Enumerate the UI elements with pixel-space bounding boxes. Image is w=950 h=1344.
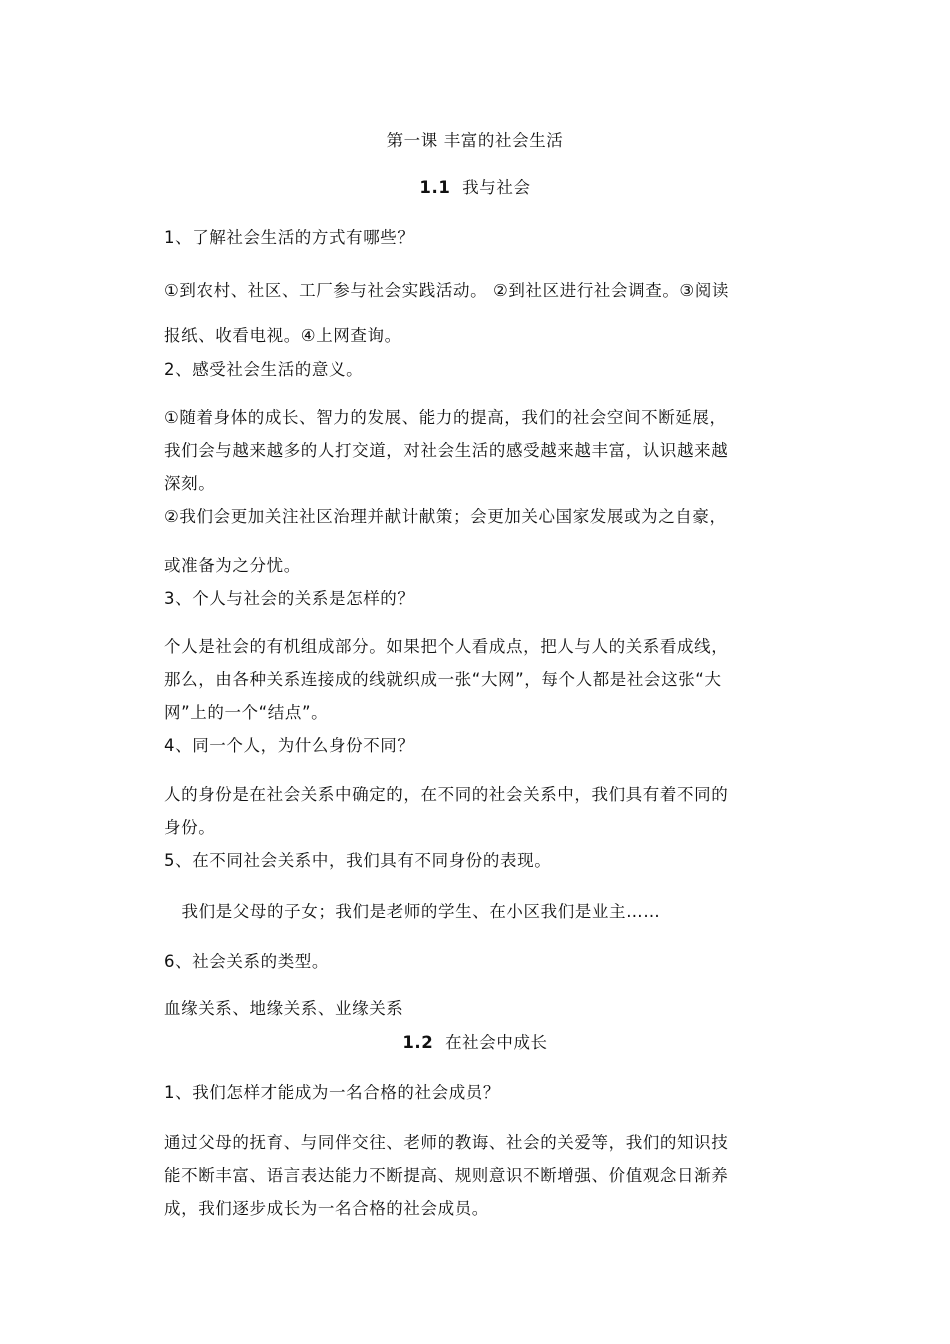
question-7 <box>164 1083 794 1103</box>
section-number: 1.1 <box>419 178 451 197</box>
answer-3-line-2: 那么，由各种关系连接成的线就织成一张“大网”，每个人都是社会这张“大 <box>164 670 722 689</box>
answer-5-line-1: 我们是父母的子女；我们是老师的学生、在小区我们是业主…… <box>164 902 661 921</box>
answer-2-line-5: 或准备为之分忧。 <box>164 556 301 575</box>
section-number: 1.2 <box>402 1033 434 1052</box>
answer-2-line-1: ①随着身体的成长、智力的发展、能力的提高，我们的社会空间不断延展， <box>164 408 727 427</box>
answer-7-line-1: 通过父母的抚育、与同伴交往、老师的教诲、社会的关爱等，我们的知识技 <box>164 1133 729 1152</box>
question-number: 1 <box>164 228 176 247</box>
section-heading-1-2 <box>0 1033 950 1053</box>
answer-1-line-1: ①到农村、社区、工厂参与社会实践活动。 ②到社区进行社会调查。③阅读 <box>164 281 730 300</box>
question-1 <box>164 228 794 248</box>
question-text: 、社会关系的类型。 <box>175 952 330 971</box>
answer-2-line-4: ②我们会更加关注社区治理并献计献策；会更加关心国家发展或为之自豪， <box>164 507 727 526</box>
question-text: 、我们怎样才能成为一名合格的社会成员？ <box>175 1083 501 1102</box>
question-5 <box>164 851 794 871</box>
question-number: 5 <box>164 851 176 870</box>
answer-7-line-2: 能不断丰富、语言表达能力不断提高、规则意识不断增强、价值观念日渐养 <box>164 1166 729 1185</box>
answer-1-line-2: 报纸、收看电视。④上网查询。 <box>164 326 402 345</box>
answer-2-line-3: 深刻。 <box>164 474 216 493</box>
question-text: 、同一个人，为什么身份不同？ <box>175 736 415 755</box>
question-text: 、在不同社会关系中，我们具有不同身份的表现。 <box>175 851 552 870</box>
question-2 <box>164 360 794 380</box>
answer-4-line-2: 身份。 <box>164 818 216 837</box>
answer-3-line-3: 网”上的一个“结点”。 <box>164 703 329 722</box>
question-number: 3 <box>164 589 176 608</box>
question-text: 、个人与社会的关系是怎样的？ <box>175 589 415 608</box>
section-title: 我与社会 <box>462 178 531 197</box>
section-title: 在社会中成长 <box>445 1033 548 1052</box>
answer-2-line-2: 我们会与越来越多的人打交道，对社会生活的感受越来越丰富，认识越来越 <box>164 441 729 460</box>
question-number: 2 <box>164 360 176 379</box>
question-number: 6 <box>164 952 176 971</box>
question-text: 、感受社会生活的意义。 <box>175 360 364 379</box>
answer-7-line-3: 成，我们逐步成长为一名合格的社会成员。 <box>164 1199 489 1218</box>
question-6 <box>164 952 794 972</box>
answer-6-line-1: 血缘关系、地缘关系、业缘关系 <box>164 999 404 1018</box>
question-number: 1 <box>164 1083 176 1102</box>
question-number: 4 <box>164 736 176 755</box>
section-heading-1-1 <box>0 178 950 198</box>
question-4 <box>164 736 794 756</box>
answer-3-line-1: 个人是社会的有机组成部分。如果把个人看成点，把人与人的关系看成线， <box>164 637 729 656</box>
question-text: 、了解社会生活的方式有哪些？ <box>175 228 415 247</box>
lesson-title: 第一课 丰富的社会生活 <box>386 131 564 150</box>
answer-4-line-1: 人的身份是在社会关系中确定的，在不同的社会关系中，我们具有着不同的 <box>164 785 729 804</box>
question-3 <box>164 589 794 609</box>
